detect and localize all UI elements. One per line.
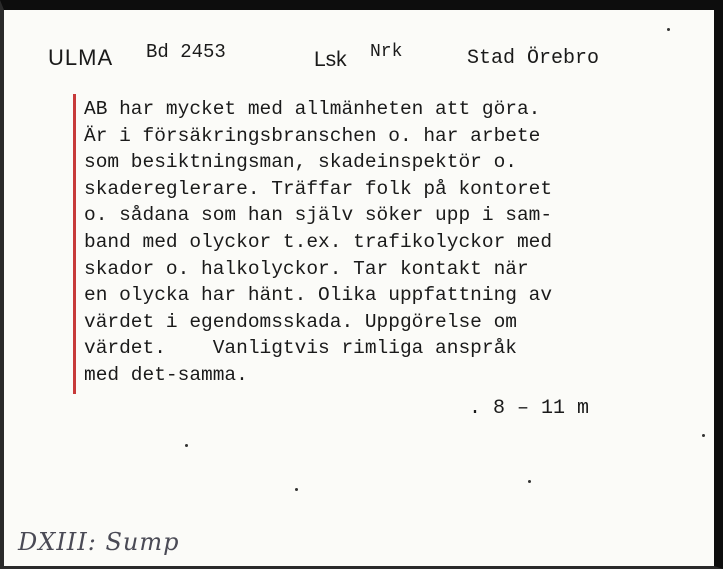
speck-mark bbox=[295, 488, 298, 491]
body-line: o. sådana som han själv söker upp i sam- bbox=[84, 204, 553, 227]
body-line: med det-samma. bbox=[84, 363, 248, 386]
body-line: AB har mycket med allmänheten att göra. bbox=[84, 98, 541, 120]
body-line: band med olyckor t.ex. trafikolyckor med bbox=[84, 230, 553, 253]
body-line: skador o. halkolyckor. Tar kontakt när bbox=[84, 257, 529, 280]
speck-mark bbox=[667, 28, 670, 31]
archive-name: ULMA bbox=[48, 45, 114, 70]
accession-number: Bd 2453 bbox=[146, 41, 226, 63]
body-line: värdet i egendomsskada. Uppgörelse om bbox=[84, 310, 517, 333]
region-code: Nrk bbox=[370, 42, 403, 62]
body-line: värdet. Vanligtvis rimliga anspråk bbox=[84, 337, 517, 360]
body-line: Är i försäkringsbranschen o. har arbete bbox=[84, 124, 541, 147]
speck-mark bbox=[185, 444, 188, 447]
pencil-signature: DXIII: Sump bbox=[18, 528, 180, 556]
speck-mark bbox=[528, 480, 531, 483]
place-name: Stad Örebro bbox=[467, 47, 600, 70]
extent-note: . 8 – 11 m bbox=[469, 397, 590, 420]
category-code: Lsk bbox=[314, 48, 347, 71]
body-line: som besiktningsman, skadeinspektör o. bbox=[84, 151, 517, 174]
body-line: skadereglerare. Träffar folk på kontoret bbox=[84, 177, 553, 200]
margin-line bbox=[73, 94, 76, 394]
speck-mark bbox=[702, 434, 705, 437]
body-line: en olycka har hänt. Olika uppfattning av bbox=[84, 284, 553, 307]
card-body-text bbox=[84, 96, 664, 389]
